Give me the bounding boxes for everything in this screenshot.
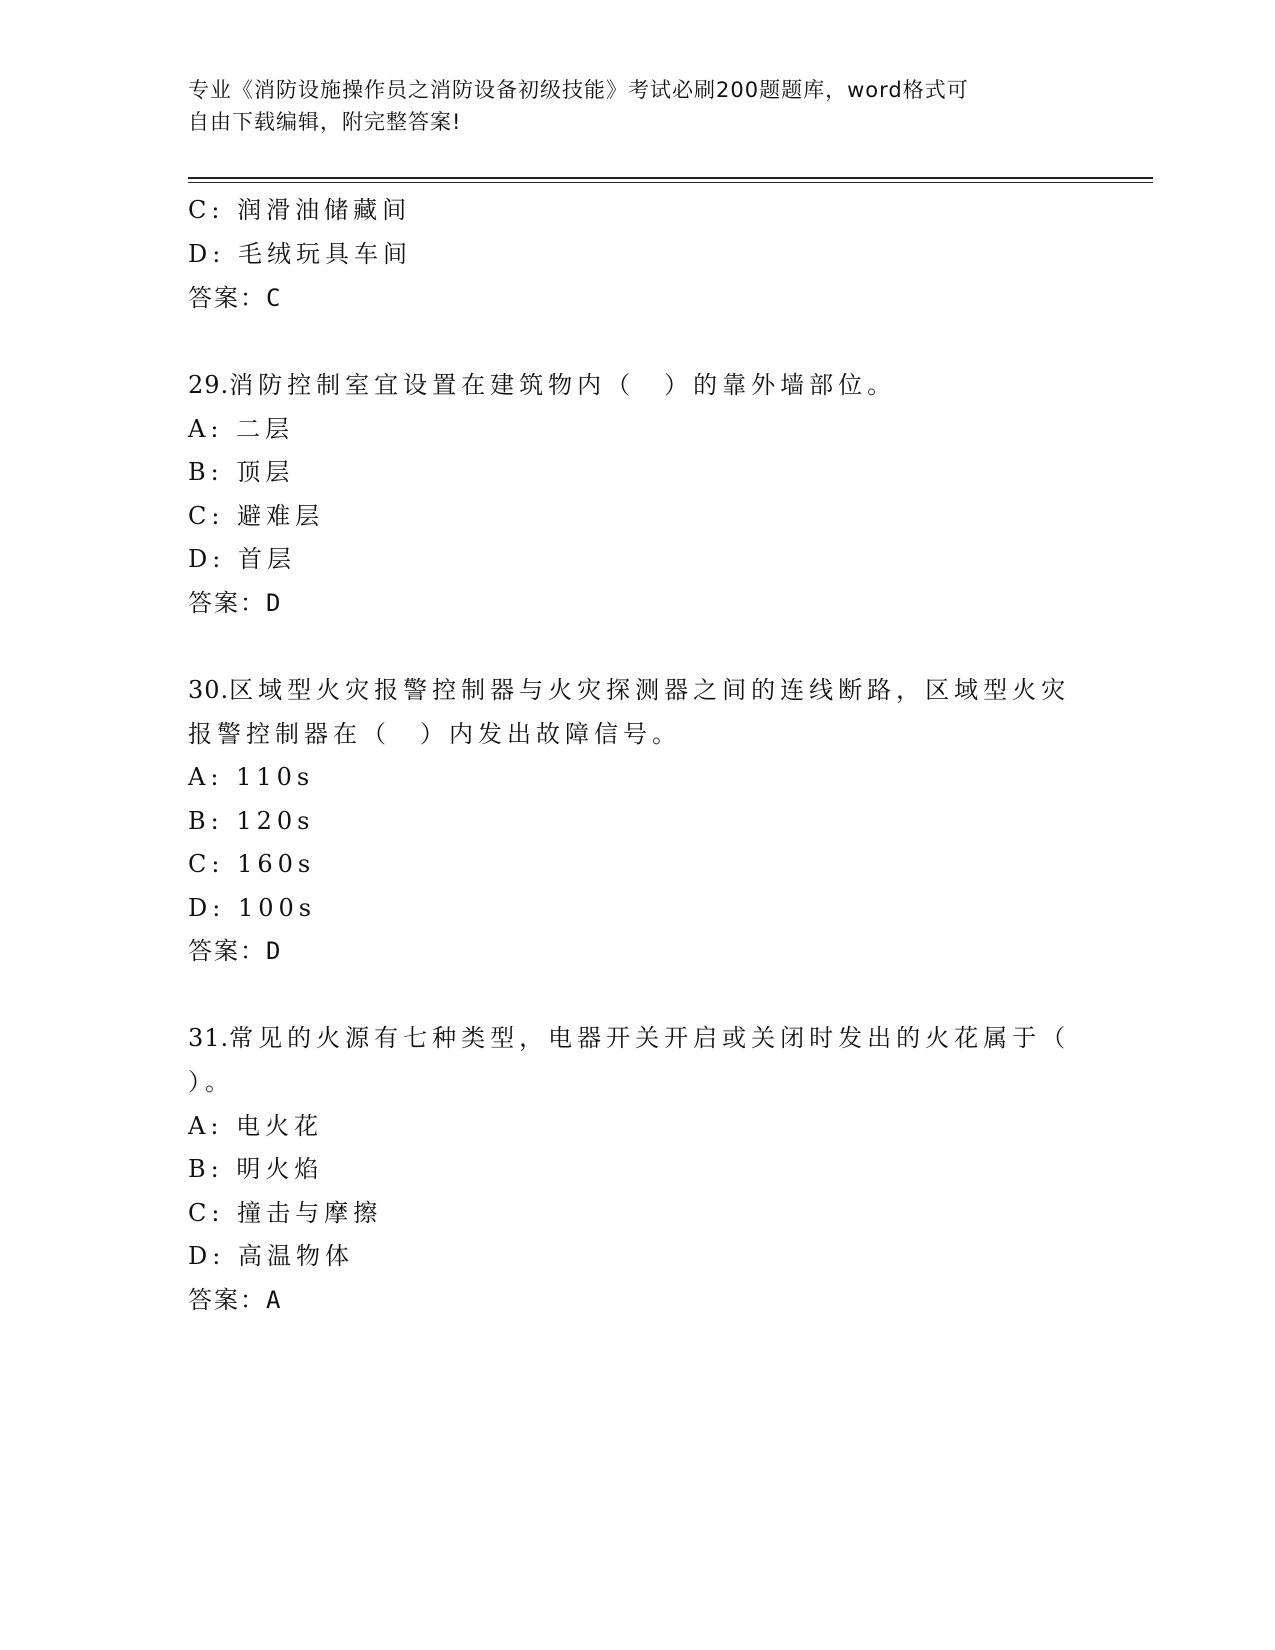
option-text: 顶层 [236, 458, 295, 486]
option-d [188, 1240, 354, 1272]
option-a [188, 761, 314, 793]
question-text: ）。 [188, 1068, 234, 1096]
question-number: 30. [188, 676, 230, 704]
option-text: 高温物体 [237, 1242, 354, 1270]
option-letter: C: [188, 850, 225, 878]
option-c [188, 1197, 382, 1229]
option-c [188, 848, 315, 880]
option-letter: B: [188, 1155, 224, 1183]
header-line-2: 自由下载编辑，附完整答案! [188, 110, 462, 134]
answer-value: C [266, 284, 281, 312]
option-text: 毛绒玩具车间 [237, 240, 412, 268]
answer-line [188, 935, 280, 967]
option-a [188, 1110, 323, 1142]
option-letter: B: [188, 807, 224, 835]
question-31-continued [188, 1066, 234, 1098]
option-text: 避难层 [237, 502, 325, 530]
answer-label: 答案： [188, 589, 266, 617]
question-number: 31. [188, 1024, 230, 1052]
option-letter: D: [188, 894, 226, 922]
document-header [188, 74, 1068, 138]
question-text: 常见的火源有七种类型，电器开关开启或关闭时发出的火花属于（ [229, 1024, 1071, 1052]
question-number: 29. [188, 371, 230, 399]
question-29 [188, 369, 896, 401]
answer-value: D [266, 589, 281, 617]
header-rule-thick [188, 177, 1153, 179]
option-letter: A: [188, 1112, 224, 1140]
header-rule-thin [188, 182, 1153, 183]
answer-line [188, 587, 280, 619]
answer-value: A [266, 1286, 281, 1314]
option-d [188, 543, 296, 575]
option-text: 120s [236, 807, 315, 835]
question-text: 区域型火灾报警控制器与火灾探测器之间的连线断路，区域型火灾 [229, 676, 1071, 704]
option-c [188, 500, 324, 532]
header-line-1: 专业《消防设施操作员之消防设备初级技能》考试必刷200题题库，word格式可 [188, 78, 969, 102]
option-text: 电火花 [236, 1112, 324, 1140]
option-d [188, 892, 316, 924]
option-letter: B: [188, 458, 224, 486]
option-d [188, 238, 412, 270]
option-letter: C: [188, 502, 225, 530]
option-letter: A: [188, 415, 224, 443]
option-c [188, 194, 411, 226]
option-letter: C: [188, 196, 225, 224]
question-30 [188, 674, 1070, 706]
option-b [188, 1153, 323, 1185]
option-text: 160s [237, 850, 316, 878]
answer-label: 答案： [188, 937, 266, 965]
answer-value: D [266, 937, 281, 965]
option-text: 100s [237, 894, 317, 922]
option-text: 110s [236, 763, 315, 791]
option-text: 撞击与摩擦 [237, 1199, 383, 1227]
question-text: 报警控制器在（ ）内发出故障信号。 [188, 720, 681, 748]
option-text: 润滑油储藏间 [237, 196, 412, 224]
option-letter: D: [188, 545, 226, 573]
option-a [188, 413, 294, 445]
answer-line [188, 282, 280, 314]
option-letter: A: [188, 763, 224, 791]
option-text: 明火焰 [236, 1155, 324, 1183]
answer-line [188, 1284, 280, 1316]
option-b [188, 805, 315, 837]
option-letter: D: [188, 1242, 226, 1270]
option-letter: C: [188, 1199, 225, 1227]
answer-label: 答案： [188, 284, 266, 312]
option-b [188, 456, 294, 488]
option-text: 二层 [236, 415, 295, 443]
answer-label: 答案： [188, 1286, 266, 1314]
question-text: 消防控制室宜设置在建筑物内（ ）的靠外墙部位。 [229, 371, 897, 399]
question-31 [188, 1022, 1070, 1054]
option-text: 首层 [237, 545, 296, 573]
option-letter: D: [188, 240, 226, 268]
question-30-continued [188, 718, 681, 750]
